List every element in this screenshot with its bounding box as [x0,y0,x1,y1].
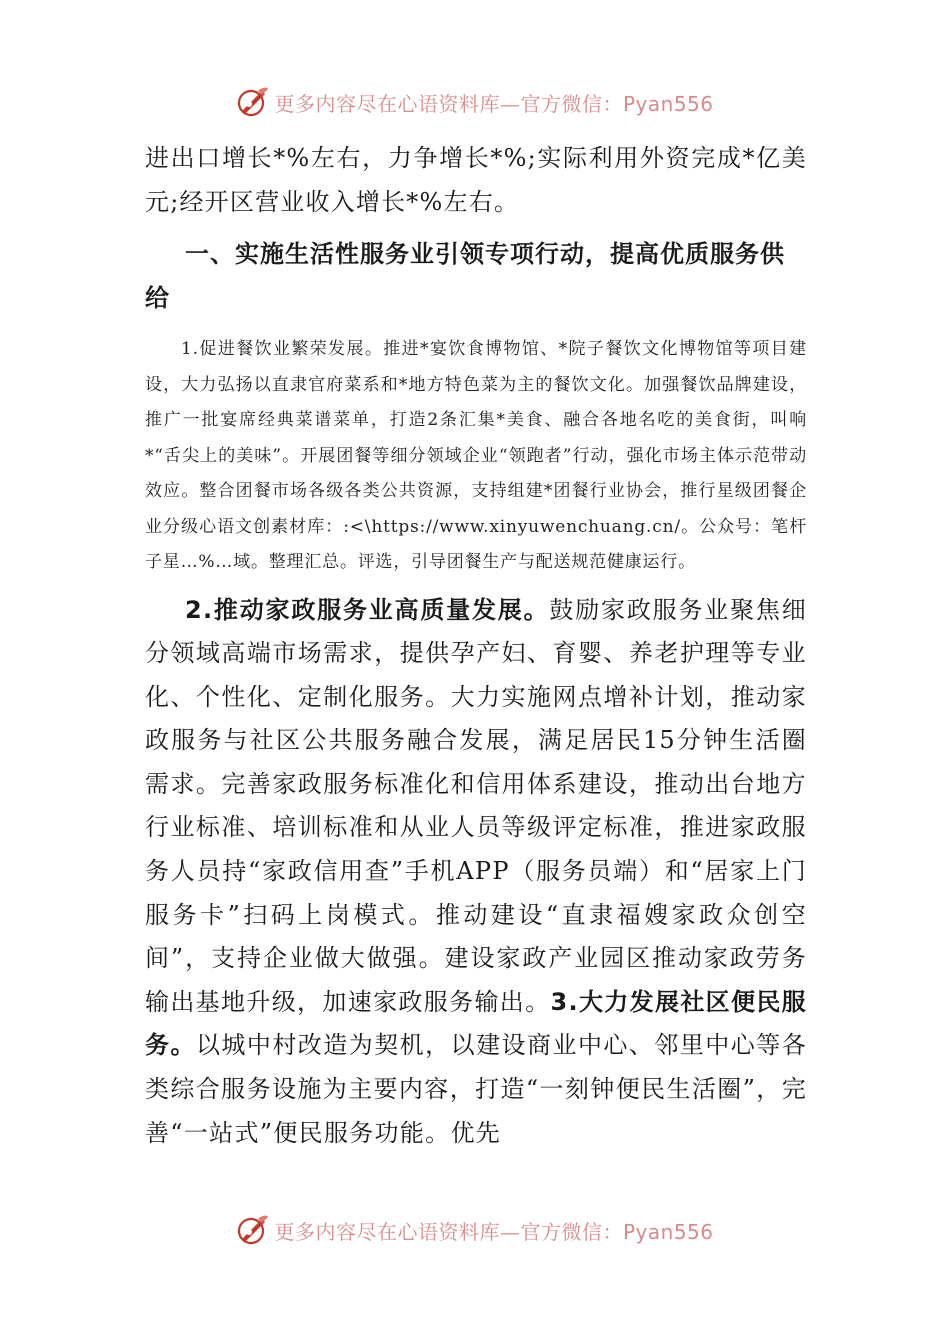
item-1-paragraph: 1.促进餐饮业繁荣发展。推进*宴饮食博物馆、*院子餐饮文化博物馆等项目建设，大力弘扬以直隶官府菜系和*地方特色菜为主的餐饮文化。加强餐饮品牌建设，推广一批宴席经典菜谱菜单，打造2条汇集*美食、融合各地名吃的美食街，叫响*“舌尖上的美味”。开展团餐等细分领域企业“领跑者”行动，强化市场主体示范带动效应。整合团餐市场各级各类公共资源，支持组建*团餐行业协会，推行星级团餐企业分级心语文创素材库：:<\https://www.xinyuwenchuang.cn/。公众号：笔杆子星…%…域。整理汇总。评选，引导团餐生产与配送规范健康运行。 [145,339,807,572]
watermark-text: 更多内容尽在心语资料库—官方微信：Pyan556 [274,1219,714,1244]
intro-paragraph: 进出口增长*%左右，力争增长*%;实际利用外资完成*亿美元;经开区营业收入增长*%左右。 [145,144,807,216]
section-heading: 一、实施生活性服务业引领专项行动，提高优质服务供给 [145,240,785,312]
watermark-footer [0,1210,950,1250]
item-2-body: 鼓励家政服务业聚焦细分领域高端市场需求，提供孕产妇、育婴、养老护理等专业化、个性化、定制化服务。大力实施网点增补计划，推动家政服务与社区公共服务融合发展，满足居民15分钟生活圈需求。完善家政服务标准化和信用体系建设，推动出台地方行业标准、培训标准和从业人员等级评定标准，推进家政服务人员持“家政信用查”手机APP（服务员端）和“居家上门服务卡”扫码上岗模式。推动建设“直隶福嫂家政众创空间”，支持企业做大做强。建设家政产业园区推动家政劳务输出基地升级，加速家政服务输出。 [145,595,807,1016]
item-2-3-paragraph [145,589,807,1156]
item-3-title: 3.大力发展社区便民服务。 [145,987,807,1060]
item-3-body: 以城中村改造为契机，以建设商业中心、邻里中心等各类综合服务设施为主要内容，打造“一刻钟便民生活圈”，完善“一站式”便民服务功能。优先 [145,1031,807,1147]
quill-logo-icon [236,1213,270,1247]
document-body [145,136,807,1155]
item-2-title: 2.推动家政服务业高质量发展。 [185,595,550,624]
watermark-header [0,82,950,122]
quill-logo-icon [236,85,270,119]
watermark-text: 更多内容尽在心语资料库—官方微信：Pyan556 [274,91,714,116]
